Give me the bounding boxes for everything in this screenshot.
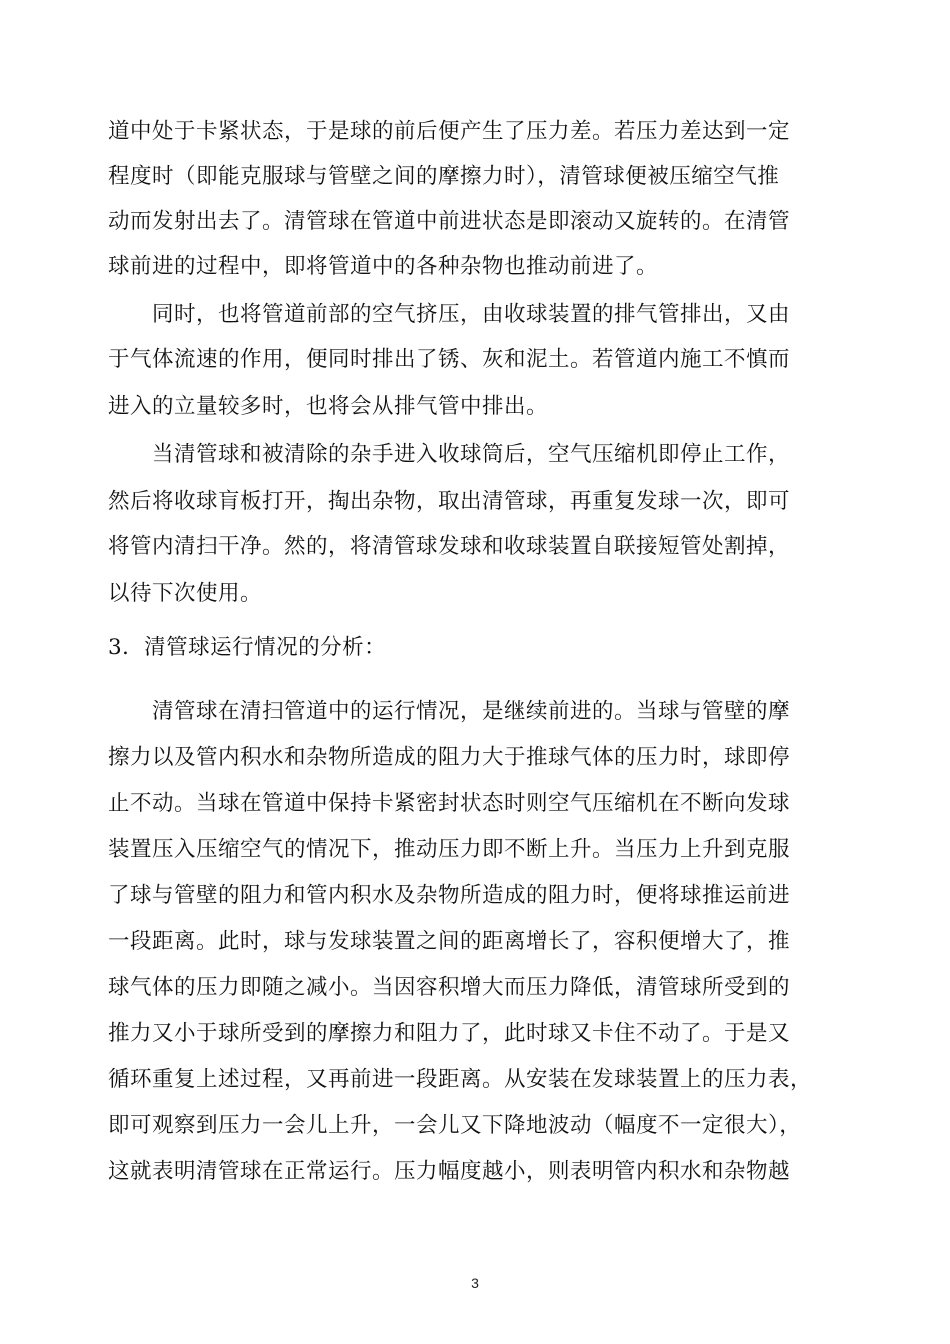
paragraph-1-line-3: 动而发射出去了。清管球在管道中前进状态是即滚动又旋转的。在清管 bbox=[108, 209, 791, 234]
paragraph-2-line-2: 于气体流速的作用，便同时排出了锈、灰和泥土。若管道内施工不慎而 bbox=[108, 347, 791, 372]
paragraph-3-line-3: 将管内清扫干净。然的，将清管球发球和收球装置自联接短管处割掉， bbox=[108, 534, 791, 559]
paragraph-1-line-2: 程度时（即能克服球与管壁之间的摩擦力时），清管球便被压缩空气推 bbox=[108, 164, 780, 189]
paragraph-4-line-2: 擦力以及管内积水和杂物所造成的阻力大于推球气体的压力时，球即停 bbox=[108, 745, 791, 770]
paragraph-4-line-10: 即可观察到压力一会儿上升，一会儿又下降地波动（幅度不一定很大）， bbox=[108, 1113, 802, 1138]
paragraph-2-line-3: 进入的立量较多时，也将会从排气管中排出。 bbox=[108, 394, 549, 419]
paragraph-2-line-1: 同时，也将管道前部的空气挤压，由收球装置的排气管排出，又由 bbox=[152, 302, 791, 327]
paragraph-4-line-6: 一段距离。此时，球与发球装置之间的距离增长了，容积便增大了，推 bbox=[108, 929, 791, 954]
paragraph-4-line-1: 清管球在清扫管道中的运行情况，是继续前进的。当球与管壁的摩 bbox=[152, 699, 791, 724]
section-heading: 3．清管球运行情况的分析： bbox=[108, 635, 387, 660]
paragraph-4-line-11: 这就表明清管球在正常运行。压力幅度越小，则表明管内积水和杂物越 bbox=[108, 1159, 791, 1184]
paragraph-1-line-1: 道中处于卡紧状态，于是球的前后便产生了压力差。若压力差达到一定 bbox=[108, 119, 791, 144]
page-number: 3 bbox=[471, 1275, 479, 1291]
paragraph-1-line-4: 球前进的过程中，即将管道中的各种杂物也推动前进了。 bbox=[108, 254, 659, 279]
paragraph-4-line-4: 装置压入压缩空气的情况下，推动压力即不断上升。当压力上升到克服 bbox=[108, 837, 791, 862]
paragraph-3-line-4: 以待下次使用。 bbox=[108, 581, 263, 606]
paragraph-4-line-8: 推力又小于球所受到的摩擦力和阻力了，此时球又卡住不动了。于是又 bbox=[108, 1021, 791, 1046]
paragraph-4-line-9: 循环重复上述过程，又再前进一段距离。从安装在发球装置上的压力表， bbox=[108, 1067, 813, 1092]
paragraph-4-line-5: 了球与管壁的阻力和管内积水及杂物所造成的阻力时，便将球推运前进 bbox=[108, 883, 791, 908]
paragraph-4-line-3: 止不动。当球在管道中保持卡紧密封状态时则空气压缩机在不断向发球 bbox=[108, 791, 791, 816]
paragraph-3-line-1: 当清管球和被清除的杂手进入收球筒后，空气压缩机即停止工作， bbox=[152, 442, 791, 467]
paragraph-3-line-2: 然后将收球肓板打开，掏出杂物，取出清管球，再重复发球一次，即可 bbox=[108, 489, 791, 514]
paragraph-4-line-7: 球气体的压力即随之减小。当因容积增大而压力降低，清管球所受到的 bbox=[108, 975, 791, 1000]
